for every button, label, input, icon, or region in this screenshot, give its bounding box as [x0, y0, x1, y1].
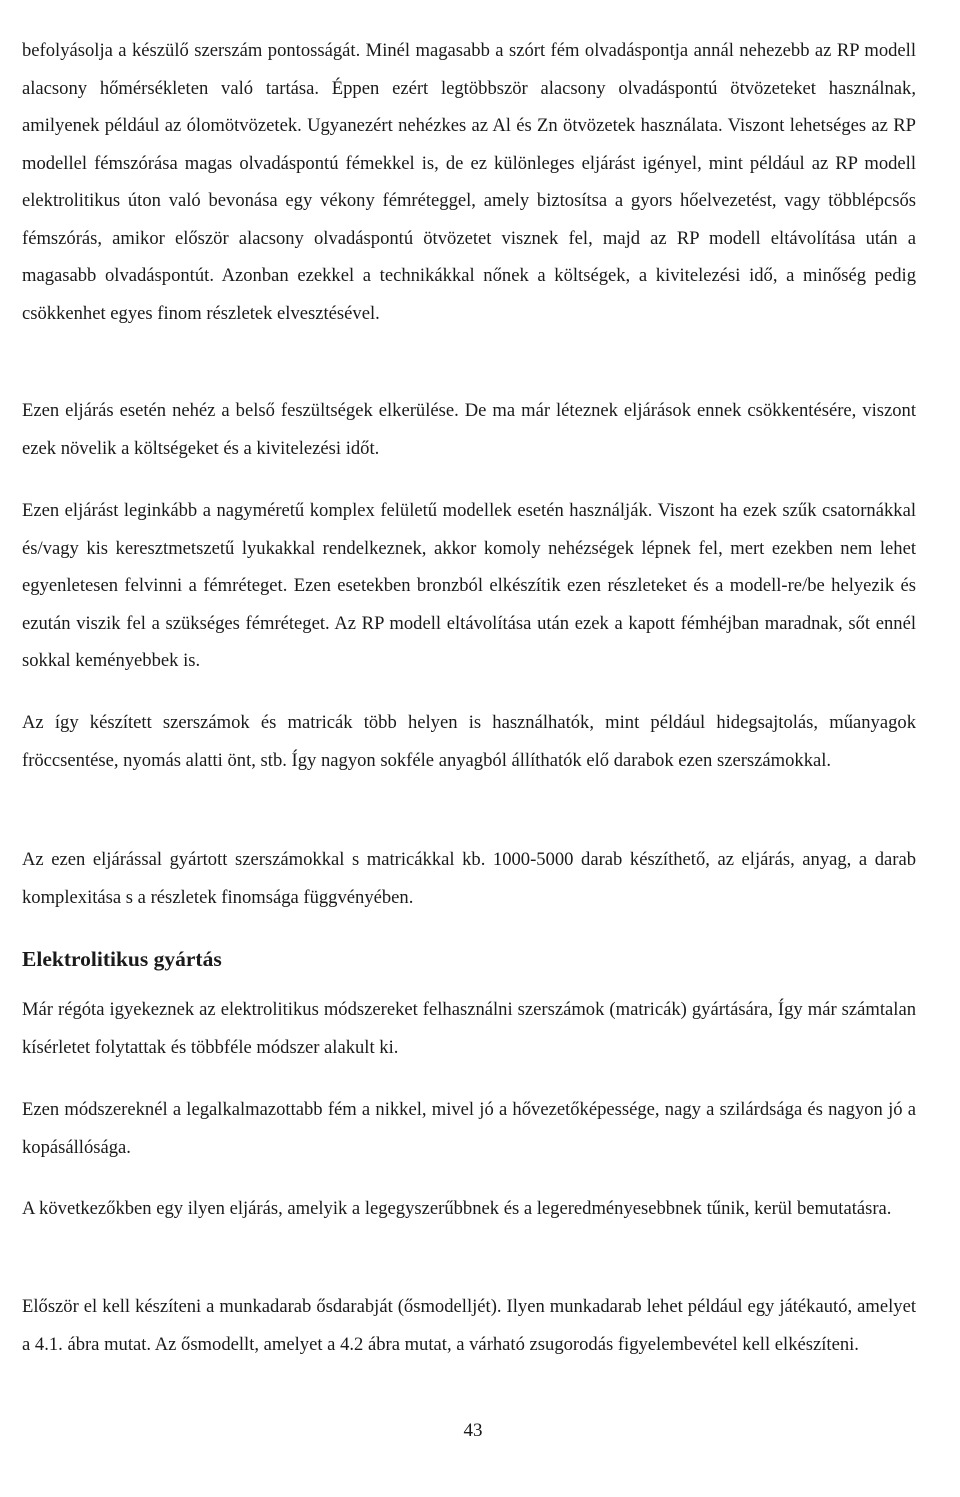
page-number: 43 — [463, 1420, 483, 1441]
paragraph-metal-spraying: befolyásolja a készülő szerszám pontosságát. Minél magasabb a szórt fém olvadáspontja annál nehezebb az RP modell alacsony hőmérsékleten való tartása. Éppen ezért legtöbbször alacsony olvadáspontú ötvözeteket használnak, amilyenek például az ólomötvözetek. Ugyanezért nehézkes az Al és Zn ötvözetek használata. Viszont lehetséges az RP modellel fémszórása magas olvadáspontú fémekkel is, de ez különleges eljárást igényel, mint például az RP modell elektrolitikus úton való bevonása egy vékony fémréteggel, amely biztosítsa a gyors hőelvezetést, vagy többlépcsős fémszórás, amikor először alacsony olvadáspontú ötvözetet visznek fel, majd az RP modell eltávolítása után a magasabb olvadáspontút. Azonban ezekkel a technikákkal nőnek a költségek, a kivitelezési idő, a minőség pedig csökkenhet egyes finom részletek elvesztésével. — [22, 40, 916, 324]
paragraph-production-volume: Az ezen eljárással gyártott szerszámokkal s matricákkal kb. 1000-5000 darab készíthető, az eljárás, anyag, a darab komplexitása s a részletek finomsága függvényében. — [22, 849, 916, 908]
paragraph-large-models: Ezen eljárást leginkább a nagyméretű komplex felületű modellek esetén használják. Viszont ha ezek szűk csatornákkal és/vagy kis keresztmetszetű lyukakkal rendelkeznek, akkor komoly nehézségek lépnek fel, mert ezekben nem lehet egyenletesen felvinni a fémréteget. Ezen esetekben bronzból elkészítik ezen részleteket és a modell-re/be helyezik és ezután viszik fel a szükséges fémréteget. Az RP modell eltávolítása után ezek a kapott fémhéjban maradnak, sőt ennél sokkal keményebbek is. — [22, 500, 916, 671]
paragraph-master-model: Először el kell készíteni a munkadarab ősdarabját (ősmodelljét). Ilyen munkadarab lehet például egy játékautó, amelyet a 4.1. ábra mutat. Az ősmodellt, amelyet a 4.2 ábra mutat, a várható zsugorodás figyelembevétel kell elkészíteni. — [22, 1296, 916, 1355]
paragraph-tool-uses: Az így készített szerszámok és matricák több helyen is használhatók, mint például hidegsajtolás, műanyagok fröccsentése, nyomás alatti önt, stb. Így nagyon sokféle anyagból állíthatók elő darabok ezen szerszámokkal. — [22, 712, 916, 771]
paragraph-nickel: Ezen módszereknél a legalkalmazottabb fém a nikkel, mivel jó a hővezetőképessége, nagy a szilárdsága és nagyon jó a kopásállósága. — [22, 1099, 916, 1158]
paragraph-procedure-intro: A következőkben egy ilyen eljárás, amelyik a legegyszerűbbnek és a legeredményesebbnek tűnik, kerül bemutatásra. — [22, 1198, 892, 1219]
paragraph-electrolytic-intro: Már régóta igyekeznek az elektrolitikus módszereket felhasználni szerszámok (matricák) gyártására, Így már számtalan kísérletet folytattak és többféle módszer alakult ki. — [22, 999, 916, 1058]
section-heading: Elektrolitikus gyártás — [22, 947, 222, 971]
paragraph-internal-stress: Ezen eljárás esetén nehéz a belső feszültségek elkerülése. De ma már léteznek eljárások ennek csökkentésére, viszont ezek növelik a költségeket és a kivitelezési időt. — [22, 400, 916, 459]
